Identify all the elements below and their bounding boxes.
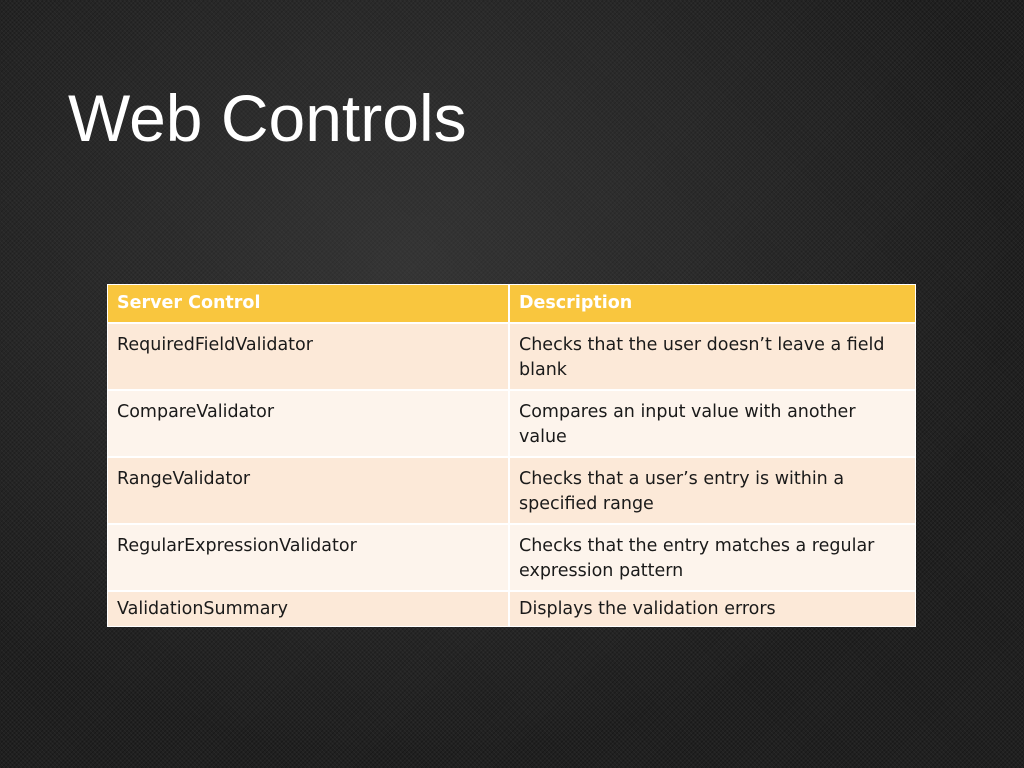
header-description: Description	[509, 285, 915, 323]
cell-server-control: RangeValidator	[108, 457, 509, 524]
cell-description: Displays the validation errors	[509, 591, 915, 626]
table-row	[108, 390, 915, 457]
cell-server-control: ValidationSummary	[108, 591, 509, 626]
table-row	[108, 323, 915, 390]
table-header-row	[108, 285, 915, 323]
table-row	[108, 524, 915, 591]
cell-description: Checks that a user’s entry is within a specified range	[509, 457, 915, 524]
cell-description: Compares an input value with another value	[509, 390, 915, 457]
cell-server-control: RequiredFieldValidator	[108, 323, 509, 390]
cell-description: Checks that the user doesn’t leave a field blank	[509, 323, 915, 390]
cell-server-control: CompareValidator	[108, 390, 509, 457]
cell-server-control: RegularExpressionValidator	[108, 524, 509, 591]
table	[108, 285, 915, 626]
table-row	[108, 591, 915, 626]
table-row	[108, 457, 915, 524]
cell-description: Checks that the entry matches a regular expression pattern	[509, 524, 915, 591]
validators-table	[107, 284, 916, 627]
header-server-control: Server Control	[108, 285, 509, 323]
slide-title: Web Controls	[68, 81, 467, 155]
